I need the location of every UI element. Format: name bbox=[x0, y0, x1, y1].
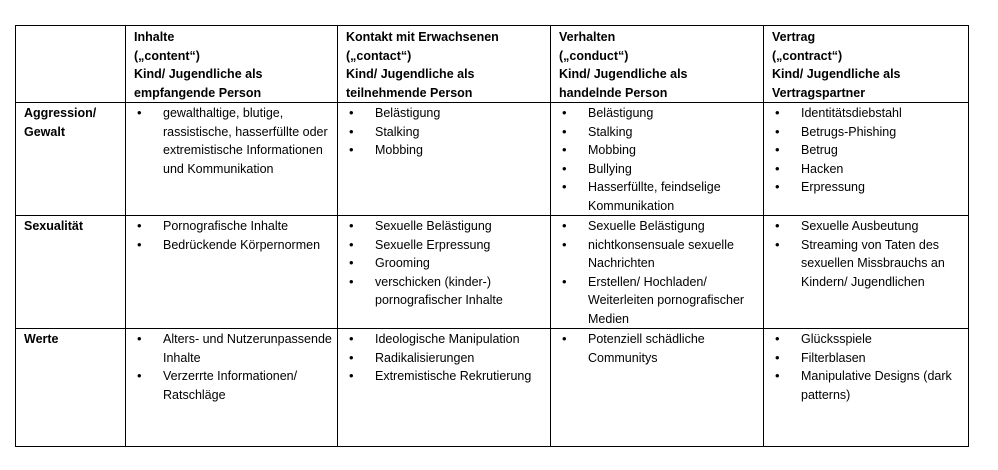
column-role-line1: Kind/ Jugendliche als bbox=[559, 67, 688, 81]
bullet-icon: • bbox=[349, 255, 354, 270]
risk-item-text: verschicken (kinder-) pornografischer Inhalte bbox=[375, 274, 503, 307]
bullet-icon: • bbox=[775, 105, 780, 120]
risk-item-text: Filterblasen bbox=[801, 350, 866, 365]
column-header-contact bbox=[338, 26, 551, 103]
risk-item bbox=[772, 349, 963, 368]
risk-item bbox=[559, 104, 758, 123]
header-row bbox=[16, 26, 969, 103]
risk-item bbox=[559, 160, 758, 179]
risk-item bbox=[772, 160, 963, 179]
risk-item bbox=[772, 178, 963, 197]
matrix-cell bbox=[126, 329, 338, 447]
risk-item bbox=[559, 178, 758, 215]
row-label-line1: Aggression/ bbox=[24, 106, 97, 120]
bullet-icon: • bbox=[775, 331, 780, 346]
risk-item bbox=[772, 104, 963, 123]
bullet-icon: • bbox=[137, 368, 142, 383]
row-label-line1: Sexualität bbox=[24, 219, 84, 233]
risk-list bbox=[559, 330, 758, 367]
matrix-cell bbox=[338, 103, 551, 216]
column-header-contract bbox=[764, 26, 969, 103]
bullet-icon: • bbox=[349, 123, 354, 139]
risk-item bbox=[772, 141, 963, 160]
risk-list bbox=[559, 104, 758, 215]
risk-item-text: Mobbing bbox=[588, 143, 636, 157]
column-title: Inhalte bbox=[134, 30, 175, 44]
row-header bbox=[16, 103, 126, 216]
column-title: Vertrag bbox=[772, 30, 816, 44]
risk-item bbox=[346, 254, 545, 273]
bullet-icon: • bbox=[349, 273, 354, 289]
risk-item-text: Sexuelle Belästigung bbox=[588, 219, 705, 233]
bullet-icon: • bbox=[775, 349, 780, 365]
column-role-line1: Kind/ Jugendliche als bbox=[134, 67, 263, 81]
matrix-cell bbox=[551, 216, 764, 329]
corner-cell bbox=[16, 26, 126, 103]
risk-item bbox=[559, 273, 758, 329]
column-role-line2: empfangende Person bbox=[134, 85, 262, 100]
risk-item-text: Radikalisierungen bbox=[375, 350, 475, 365]
row-werte bbox=[16, 329, 969, 447]
matrix-cell bbox=[764, 329, 969, 447]
row-header bbox=[16, 329, 126, 447]
bullet-icon: • bbox=[137, 236, 142, 252]
risk-item-text: Grooming bbox=[375, 256, 430, 270]
bullet-icon: • bbox=[562, 160, 567, 176]
risk-item-text: Erstellen/ Hochladen/ Weiterleiten pornografischer Medien bbox=[588, 274, 745, 326]
risk-item-text: Stalking bbox=[375, 124, 420, 139]
risk-item-text: Erpressung bbox=[801, 180, 865, 194]
risk-item bbox=[772, 367, 963, 404]
risk-item bbox=[134, 104, 332, 178]
risk-list bbox=[134, 330, 332, 404]
risk-item-text: Hacken bbox=[801, 161, 844, 176]
risk-item bbox=[559, 330, 758, 367]
risk-item-text: Sexuelle Erpressung bbox=[375, 237, 491, 252]
risk-list bbox=[346, 104, 545, 160]
risk-item-text: Potenziell schädliche Communitys bbox=[588, 332, 705, 365]
matrix-cell bbox=[551, 329, 764, 447]
bullet-icon: • bbox=[562, 236, 567, 252]
row-aggression-gewalt bbox=[16, 103, 969, 216]
risk-item-text: Streaming von Taten des sexuellen Missbrauchs an Kindern/ Jugendlichen bbox=[801, 237, 945, 289]
bullet-icon: • bbox=[137, 218, 142, 233]
risk-item bbox=[346, 349, 545, 368]
risk-item-text: Pornografische Inhalte bbox=[163, 219, 289, 233]
risk-item bbox=[346, 141, 545, 160]
risk-list bbox=[346, 330, 545, 386]
bullet-icon: • bbox=[562, 331, 567, 346]
risk-item bbox=[559, 217, 758, 236]
matrix-cell bbox=[126, 103, 338, 216]
risk-item-text: Sexuelle Ausbeutung bbox=[801, 219, 919, 233]
risk-item-text: Ideologische Manipulation bbox=[375, 332, 520, 346]
risk-item bbox=[772, 236, 963, 292]
risk-item-text: Glücksspiele bbox=[801, 332, 872, 346]
risk-list bbox=[772, 217, 963, 291]
matrix-cell bbox=[338, 216, 551, 329]
risk-item bbox=[346, 104, 545, 123]
risk-list bbox=[772, 104, 963, 197]
risk-item bbox=[772, 330, 963, 349]
risk-item bbox=[346, 236, 545, 255]
matrix-cell bbox=[338, 329, 551, 447]
risk-item-text: Extremistische Rekrutierung bbox=[375, 369, 532, 383]
risk-item-text: Belästigung bbox=[375, 106, 441, 120]
bullet-icon: • bbox=[775, 160, 780, 176]
risk-matrix-table bbox=[15, 25, 969, 447]
risk-item bbox=[134, 236, 332, 255]
risk-item-text: Bullying bbox=[588, 161, 632, 176]
risk-item bbox=[559, 123, 758, 142]
risk-item bbox=[134, 330, 332, 367]
risk-item-text: Hasserfüllte, feindselige Kommunikation bbox=[588, 180, 721, 213]
bullet-icon: • bbox=[137, 331, 142, 346]
column-header-content bbox=[126, 26, 338, 103]
column-role-line1: Kind/ Jugendliche als bbox=[346, 67, 475, 81]
column-role-line1: Kind/ Jugendliche als bbox=[772, 67, 901, 81]
risk-item bbox=[346, 273, 545, 310]
column-subtitle: („contract“) bbox=[772, 48, 843, 63]
column-header-conduct bbox=[551, 26, 764, 103]
risk-list bbox=[134, 217, 332, 254]
risk-item-text: gewalthaltige, blutige, rassistische, hasserfüllte oder extremistische Informationen und Kommunikation bbox=[163, 106, 328, 176]
bullet-icon: • bbox=[137, 105, 142, 120]
risk-item-text: Alters- und Nutzerunpassende Inhalte bbox=[163, 332, 332, 365]
column-title: Verhalten bbox=[559, 30, 616, 44]
risk-item-text: Identitätsdiebstahl bbox=[801, 106, 902, 120]
risk-item-text: Betrugs-Phishing bbox=[801, 124, 897, 139]
bullet-icon: • bbox=[349, 368, 354, 383]
risk-item bbox=[559, 141, 758, 160]
bullet-icon: • bbox=[562, 218, 567, 233]
risk-item-text: Sexuelle Belästigung bbox=[375, 219, 492, 233]
risk-item bbox=[772, 217, 963, 236]
bullet-icon: • bbox=[562, 142, 567, 157]
risk-item bbox=[134, 217, 332, 236]
bullet-icon: • bbox=[562, 105, 567, 120]
bullet-icon: • bbox=[775, 368, 780, 383]
column-subtitle: („contact“) bbox=[346, 48, 412, 63]
bullet-icon: • bbox=[349, 349, 354, 365]
risk-item-text: Belästigung bbox=[588, 106, 654, 120]
bullet-icon: • bbox=[349, 331, 354, 346]
column-title: Kontakt mit Erwachsenen bbox=[346, 30, 499, 44]
column-subtitle: („content“) bbox=[134, 48, 200, 63]
risk-item-text: nichtkonsensuale sexuelle Nachrichten bbox=[588, 237, 734, 270]
risk-item-text: Manipulative Designs (dark patterns) bbox=[801, 369, 952, 402]
risk-item bbox=[559, 236, 758, 273]
column-subtitle: („conduct“) bbox=[559, 48, 629, 63]
risk-item-text: Stalking bbox=[588, 124, 633, 139]
risk-list bbox=[134, 104, 332, 178]
bullet-icon: • bbox=[775, 179, 780, 194]
bullet-icon: • bbox=[562, 123, 567, 139]
bullet-icon: • bbox=[562, 273, 567, 289]
risk-list bbox=[346, 217, 545, 310]
bullet-icon: • bbox=[349, 105, 354, 120]
risk-item bbox=[346, 123, 545, 142]
risk-list bbox=[772, 330, 963, 404]
row-label-line1: Werte bbox=[24, 332, 59, 346]
risk-item bbox=[134, 367, 332, 404]
matrix-cell bbox=[764, 103, 969, 216]
risk-item-text: Mobbing bbox=[375, 143, 423, 157]
row-label-line2: Gewalt bbox=[24, 124, 65, 139]
bullet-icon: • bbox=[775, 142, 780, 157]
matrix-cell bbox=[551, 103, 764, 216]
risk-item bbox=[346, 217, 545, 236]
row-sexualitaet bbox=[16, 216, 969, 329]
risk-item-text: Bedrückende Körpernormen bbox=[163, 237, 321, 252]
bullet-icon: • bbox=[349, 218, 354, 233]
matrix-cell bbox=[764, 216, 969, 329]
bullet-icon: • bbox=[775, 123, 780, 139]
bullet-icon: • bbox=[562, 179, 567, 194]
risk-item bbox=[346, 330, 545, 349]
column-role-line2: handelnde Person bbox=[559, 85, 668, 100]
risk-list bbox=[559, 217, 758, 328]
risk-item bbox=[346, 367, 545, 386]
row-header bbox=[16, 216, 126, 329]
bullet-icon: • bbox=[775, 236, 780, 252]
bullet-icon: • bbox=[775, 218, 780, 233]
risk-item bbox=[772, 123, 963, 142]
bullet-icon: • bbox=[349, 142, 354, 157]
risk-item-text: Betrug bbox=[801, 143, 838, 157]
column-role-line2: Vertragspartner bbox=[772, 85, 866, 100]
column-role-line2: teilnehmende Person bbox=[346, 85, 473, 100]
matrix-cell bbox=[126, 216, 338, 329]
risk-item-text: Verzerrte Informationen/ Ratschläge bbox=[163, 369, 298, 402]
bullet-icon: • bbox=[349, 236, 354, 252]
